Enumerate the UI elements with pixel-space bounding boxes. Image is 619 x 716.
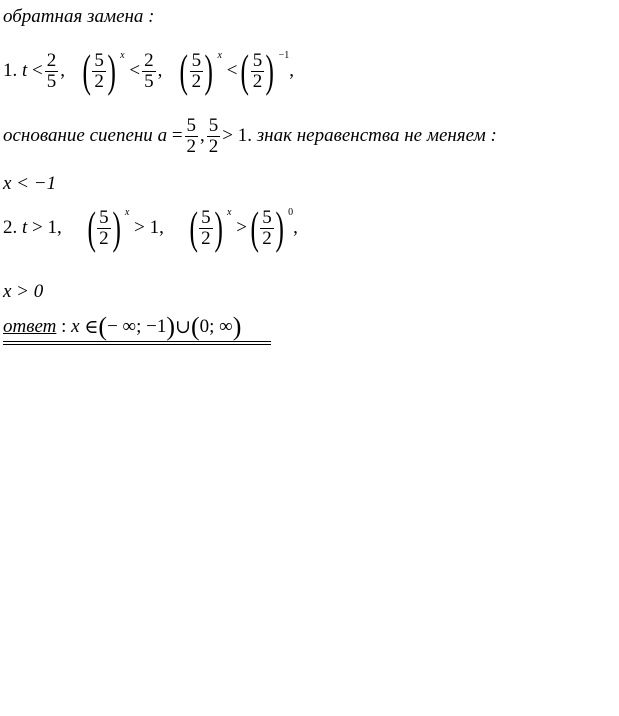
case2-line: 2. t > 1, ( $\frac{5}{2}$ ) $^x$ > 1, ( $\frac{5}{2}$ ) $^x$ > ( $\frac{5}{2}$ ) $^0$ , xyxy=(3,202,298,253)
case2-base-b: ( $\frac{5}{2}$ ) xyxy=(189,202,223,253)
case2-base-c: ( $\frac{5}{2}$ ) xyxy=(250,202,284,253)
base-note-conclusion: знак неравенства не меняем : xyxy=(256,125,497,147)
case2-exp-c: 0 xyxy=(288,206,294,218)
case2-exp-b: x xyxy=(226,206,232,218)
case1-base-b: ( $\frac{5}{2}$ ) xyxy=(179,45,214,96)
base-note-fraction-b: $\frac{5}{2}$ xyxy=(208,115,219,157)
answer-interval-2: 0; ∞ xyxy=(199,316,233,337)
case1-number: 1. xyxy=(3,60,18,81)
case1-exp-a: x xyxy=(120,49,125,61)
case1-base-a: ( $\frac{5}{2}$ ) xyxy=(82,45,116,96)
case2-rel: > 1, xyxy=(32,217,62,238)
case1-rel: < xyxy=(32,60,43,81)
case2-exp-a: x xyxy=(124,206,130,218)
case1-fraction: $\frac{2}{5}$ xyxy=(46,49,57,92)
case1-base-c: ( $\frac{5}{2}$ ) xyxy=(240,45,275,96)
case2-number: 2. xyxy=(3,217,18,238)
result-1: x < −1 xyxy=(3,173,57,194)
heading: обратная замена : xyxy=(3,6,155,27)
case1-exp-b: x xyxy=(217,49,222,61)
answer-interval-1: − ∞; −1 xyxy=(107,316,167,337)
result-2: x > 0 xyxy=(3,281,44,302)
answer-union: ∪ xyxy=(175,316,191,338)
case2-base-a: ( $\frac{5}{2}$ ) xyxy=(87,202,121,253)
case1-comma: , xyxy=(60,60,65,81)
case1-var: t xyxy=(22,60,28,81)
case1-exp-c: −1 xyxy=(278,49,290,61)
answer-var: x xyxy=(71,316,80,337)
case1-line: 1. t < $\frac{2}{5}$ , ( $\frac{5}{2}$ ) $^x$ < $\frac{2}{5}$ , ( $\frac{5}{2}$ ) $^x$ < ( $\frac{5}{2}$ ) $^{-1}$ , xyxy=(3,45,294,96)
base-note-text: основание сиепени xyxy=(3,125,153,147)
case2-var: t xyxy=(22,217,28,238)
base-note-fraction: $\frac{5}{2}$ xyxy=(186,115,197,157)
answer-label: ответ xyxy=(3,316,57,337)
base-note: основание сиепени a = $\frac{5}{2}$ , $\frac{5}{2}$ > 1. знак неравенства не меняем : xyxy=(3,115,497,157)
answer-double-underline xyxy=(3,341,271,345)
base-note-var: a xyxy=(157,125,168,147)
answer-block: ответ : x ∈ ( − ∞; −1 ) ∪ ( 0; ∞ ) xyxy=(3,314,271,345)
case1-fraction-b: $\frac{2}{5}$ xyxy=(144,49,154,92)
